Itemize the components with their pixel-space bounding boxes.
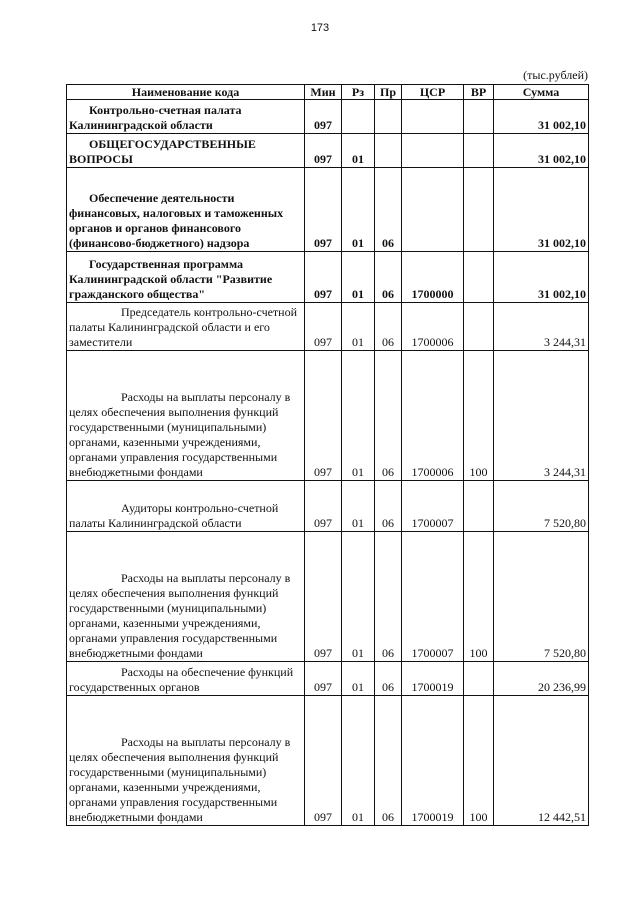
- row-vr: [464, 481, 494, 532]
- row-min: 097: [305, 532, 342, 662]
- row-csr: 1700019: [402, 696, 464, 826]
- row-csr: [402, 168, 464, 252]
- row-rz: 01: [342, 252, 375, 303]
- row-min: 097: [305, 168, 342, 252]
- header-min: Мин: [305, 85, 342, 100]
- table-row: [67, 168, 589, 252]
- row-name: [67, 303, 305, 351]
- row-sum: 3 244,31: [494, 303, 589, 351]
- row-min: 097: [305, 696, 342, 826]
- row-vr: 100: [464, 696, 494, 826]
- units-label: (тыс.рублей): [523, 68, 588, 82]
- budget-table: [66, 84, 589, 826]
- row-csr: 1700007: [402, 532, 464, 662]
- header-sum: Сумма: [494, 85, 589, 100]
- table-row: [67, 303, 589, 351]
- row-vr: [464, 303, 494, 351]
- row-csr: 1700006: [402, 303, 464, 351]
- row-name-text: Аудиторы контрольно-счетной палаты Калининградской области: [69, 501, 279, 530]
- row-rz: 01: [342, 481, 375, 532]
- row-min: 097: [305, 303, 342, 351]
- row-rz: 01: [342, 696, 375, 826]
- table-row: [67, 134, 589, 168]
- row-pr: 06: [375, 481, 402, 532]
- row-name: [67, 168, 305, 252]
- header-csr: ЦСР: [402, 85, 464, 100]
- row-name: [67, 481, 305, 532]
- row-pr: 06: [375, 696, 402, 826]
- row-pr: 06: [375, 532, 402, 662]
- row-name-text: Расходы на выплаты персоналу в целях обеспечения выполнения функций государственными (муниципальными) органами, казенными учреждениями, органами управления государственными внебюджетными фондами: [69, 390, 291, 479]
- row-min: 097: [305, 100, 342, 134]
- row-pr: 06: [375, 303, 402, 351]
- row-name-text: ОБЩЕГОСУДАРСТВЕННЫЕ ВОПРОСЫ: [69, 137, 256, 166]
- row-rz: 01: [342, 303, 375, 351]
- row-name-text: Обеспечение деятельности финансовых, налоговых и таможенных органов и органов финансового (финансово-бюджетного) надзора: [69, 191, 284, 250]
- row-rz: 01: [342, 351, 375, 481]
- table-row: [67, 100, 589, 134]
- row-pr: 06: [375, 662, 402, 696]
- row-name: [67, 662, 305, 696]
- table-row: [67, 252, 589, 303]
- table-row: [67, 481, 589, 532]
- row-name: [67, 252, 305, 303]
- row-pr: 06: [375, 168, 402, 252]
- row-sum: 7 520,80: [494, 532, 589, 662]
- row-rz: 01: [342, 662, 375, 696]
- row-vr: [464, 252, 494, 303]
- row-name: [67, 134, 305, 168]
- row-csr: 1700007: [402, 481, 464, 532]
- row-sum: 3 244,31: [494, 351, 589, 481]
- table-row: [67, 351, 589, 481]
- row-csr: 1700000: [402, 252, 464, 303]
- row-rz: 01: [342, 168, 375, 252]
- table-row: [67, 532, 589, 662]
- row-name-text: Председатель контрольно-счетной палаты Калининградской области и его заместители: [69, 305, 298, 349]
- row-min: 097: [305, 662, 342, 696]
- row-pr: [375, 100, 402, 134]
- table-row: [67, 696, 589, 826]
- row-sum: 20 236,99: [494, 662, 589, 696]
- header-name: Наименование кода: [67, 85, 305, 100]
- row-min: 097: [305, 252, 342, 303]
- header-vr: ВР: [464, 85, 494, 100]
- table-row: [67, 662, 589, 696]
- row-vr: 100: [464, 351, 494, 481]
- row-vr: [464, 100, 494, 134]
- row-vr: [464, 168, 494, 252]
- header-rz: Рз: [342, 85, 375, 100]
- row-sum: 31 002,10: [494, 252, 589, 303]
- row-csr: 1700006: [402, 351, 464, 481]
- row-csr: [402, 134, 464, 168]
- row-name: [67, 100, 305, 134]
- row-vr: 100: [464, 532, 494, 662]
- row-min: 097: [305, 481, 342, 532]
- header-pr: Пр: [375, 85, 402, 100]
- row-sum: 31 002,10: [494, 100, 589, 134]
- row-pr: 06: [375, 252, 402, 303]
- row-name: [67, 351, 305, 481]
- row-min: 097: [305, 134, 342, 168]
- row-pr: [375, 134, 402, 168]
- row-sum: 7 520,80: [494, 481, 589, 532]
- row-rz: 01: [342, 532, 375, 662]
- row-name-text: Расходы на обеспечение функций государственных органов: [69, 665, 294, 694]
- row-rz: 01: [342, 134, 375, 168]
- row-name-text: Расходы на выплаты персоналу в целях обеспечения выполнения функций государственными (муниципальными) органами, казенными учреждениями, органами управления государственными внебюджетными фондами: [69, 571, 291, 660]
- row-csr: [402, 100, 464, 134]
- row-min: 097: [305, 351, 342, 481]
- page-number: 173: [310, 22, 330, 34]
- row-name-text: Расходы на выплаты персоналу в целях обеспечения выполнения функций государственными (муниципальными) органами, казенными учреждениями, органами управления государственными внебюджетными фондами: [69, 735, 291, 824]
- row-name: [67, 532, 305, 662]
- row-sum: 31 002,10: [494, 134, 589, 168]
- row-name-text: Государственная программа Калининградской области "Развитие гражданского общества": [69, 257, 273, 301]
- row-csr: 1700019: [402, 662, 464, 696]
- row-vr: [464, 134, 494, 168]
- table-header-row: [67, 85, 589, 100]
- row-name: [67, 696, 305, 826]
- row-sum: 12 442,51: [494, 696, 589, 826]
- row-sum: 31 002,10: [494, 168, 589, 252]
- row-name-text: Контрольно-счетная палата Калининградской области: [69, 103, 242, 132]
- row-rz: [342, 100, 375, 134]
- row-vr: [464, 662, 494, 696]
- row-pr: 06: [375, 351, 402, 481]
